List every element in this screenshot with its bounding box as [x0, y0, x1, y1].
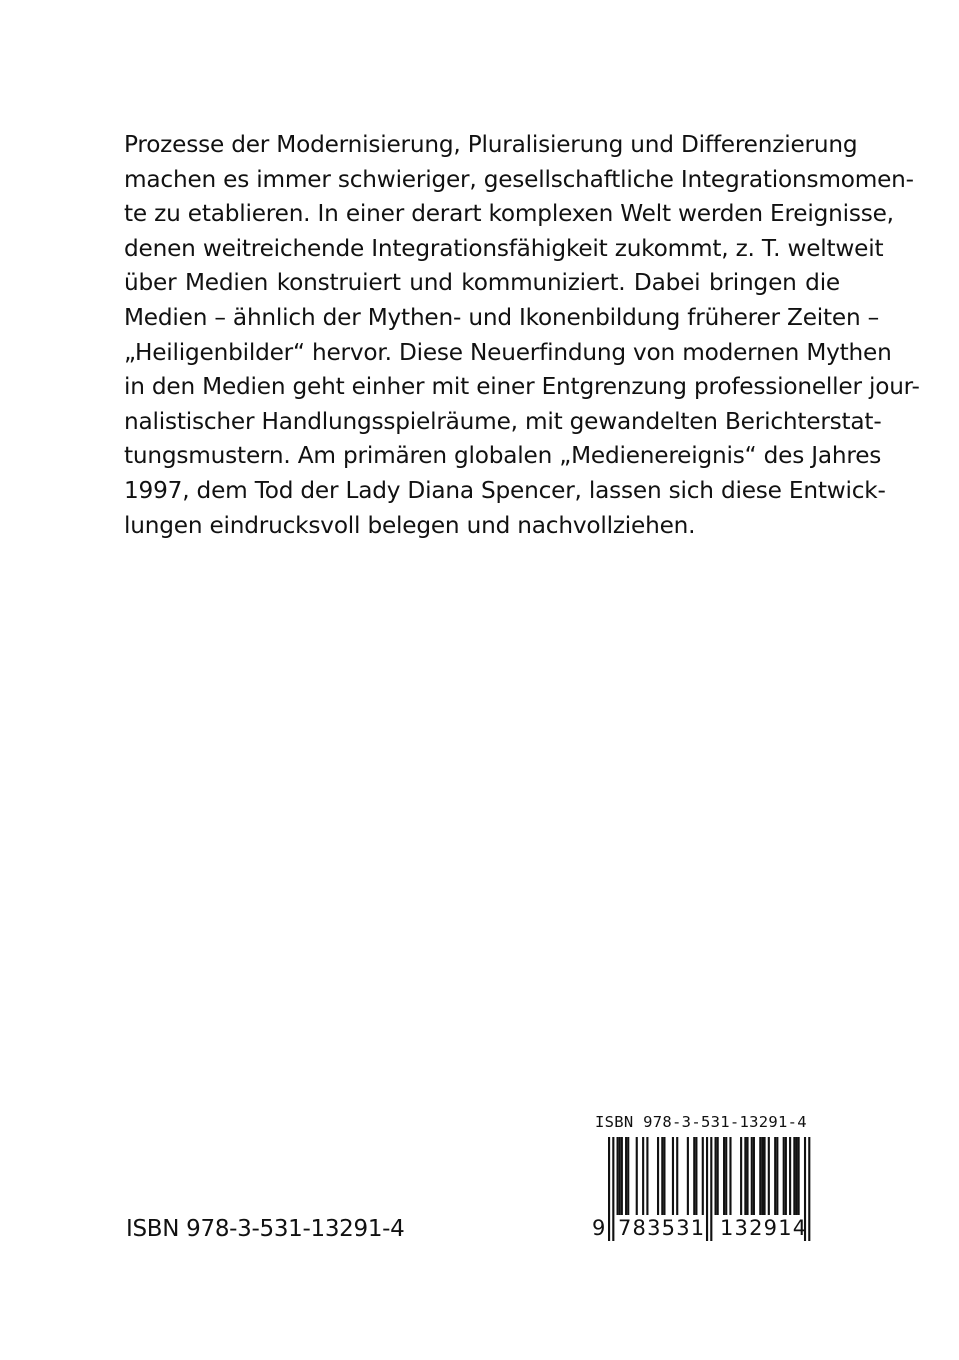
- barcode-left-digits: 783531: [618, 1216, 706, 1240]
- barcode-guard-bar: [612, 1137, 614, 1241]
- barcode-bar: [693, 1137, 695, 1215]
- barcode-guard-bar: [710, 1137, 712, 1241]
- blurb-line: tungsmustern. Am primären globalen „Medienereignis“ des Jahres: [124, 442, 882, 470]
- blurb-line: denen weitreichende Integrationsfähigkeit zukommt, z. T. weltweit: [124, 234, 884, 262]
- barcode-bar: [702, 1137, 704, 1215]
- barcode-bar: [663, 1137, 665, 1215]
- barcode-bar: [695, 1137, 697, 1215]
- barcode-bar: [661, 1137, 663, 1215]
- blurb-line: te zu etablieren. In einer derart komplexen Welt werden Ereignisse,: [124, 200, 894, 228]
- barcode-bar: [751, 1137, 753, 1215]
- back-cover-blurb: [124, 128, 920, 543]
- barcode-isbn-label: ISBN 978-3-531-13291-4: [595, 1113, 807, 1131]
- barcode-bar: [798, 1137, 800, 1215]
- barcode-bar: [715, 1137, 717, 1215]
- barcode-bar: [725, 1137, 727, 1215]
- barcode-bar: [783, 1137, 785, 1215]
- barcode-guard-bar: [706, 1137, 708, 1241]
- barcode-bar: [625, 1137, 627, 1215]
- barcode-bar: [753, 1137, 755, 1215]
- barcode-guard-bar: [808, 1137, 810, 1241]
- blurb-line: über Medien konstruiert und kommuniziert. Dabei bringen die: [124, 269, 840, 297]
- barcode-bar: [617, 1137, 619, 1215]
- barcode-bar: [621, 1137, 623, 1215]
- blurb-line: „Heiligenbilder“ hervor. Diese Neuerfindung von modernen Mythen: [124, 338, 892, 366]
- blurb-line: in den Medien geht einher mit einer Entgrenzung professioneller jour-: [124, 373, 920, 401]
- barcode-bar: [740, 1137, 742, 1215]
- blurb-line: lungen eindrucksvoll belegen und nachvollziehen.: [124, 511, 696, 539]
- barcode-bar: [729, 1137, 731, 1215]
- barcode-bar: [785, 1137, 787, 1215]
- barcode-bar: [761, 1137, 763, 1215]
- isbn-text: ISBN 978-3-531-13291-4: [126, 1216, 405, 1242]
- barcode-bar: [646, 1137, 648, 1215]
- blurb-line: Medien – ähnlich der Mythen- und Ikonenbildung früherer Zeiten –: [124, 303, 880, 331]
- barcode-bar: [723, 1137, 725, 1215]
- barcode-bar: [627, 1137, 629, 1215]
- blurb-line: 1997, dem Tod der Lady Diana Spencer, lassen sich diese Entwick-: [124, 476, 886, 504]
- barcode-bar: [763, 1137, 765, 1215]
- barcode-bar: [619, 1137, 621, 1215]
- barcode-guard-bar: [608, 1137, 610, 1241]
- barcode-bar: [676, 1137, 678, 1215]
- blurb-line: nalistischer Handlungsspielräume, mit gewandelten Berichterstat-: [124, 407, 882, 435]
- blurb-line: machen es immer schwieriger, gesellschaftliche Integrationsmomen-: [124, 165, 914, 193]
- barcode-lead-digit: 9: [592, 1216, 606, 1240]
- blurb-line: Prozesse der Modernisierung, Pluralisierung und Differenzierung: [124, 131, 858, 158]
- barcode-bar: [795, 1137, 797, 1215]
- barcode-right-digits: 132914: [720, 1216, 808, 1240]
- barcode-bar: [657, 1137, 659, 1215]
- barcode-bar: [746, 1137, 748, 1215]
- barcode-bar: [642, 1137, 644, 1215]
- barcode-bar: [744, 1137, 746, 1215]
- barcode-bar: [687, 1137, 689, 1215]
- barcode-bar: [636, 1137, 638, 1215]
- isbn-barcode: [592, 1111, 844, 1251]
- barcode-bar: [672, 1137, 674, 1215]
- barcode-bar: [717, 1137, 719, 1215]
- barcode-bar: [774, 1137, 776, 1215]
- barcode-bar: [776, 1137, 778, 1215]
- barcode-bar: [759, 1137, 761, 1215]
- barcode-bar: [768, 1137, 770, 1215]
- barcode-bar: [789, 1137, 791, 1215]
- barcode-bar: [793, 1137, 795, 1215]
